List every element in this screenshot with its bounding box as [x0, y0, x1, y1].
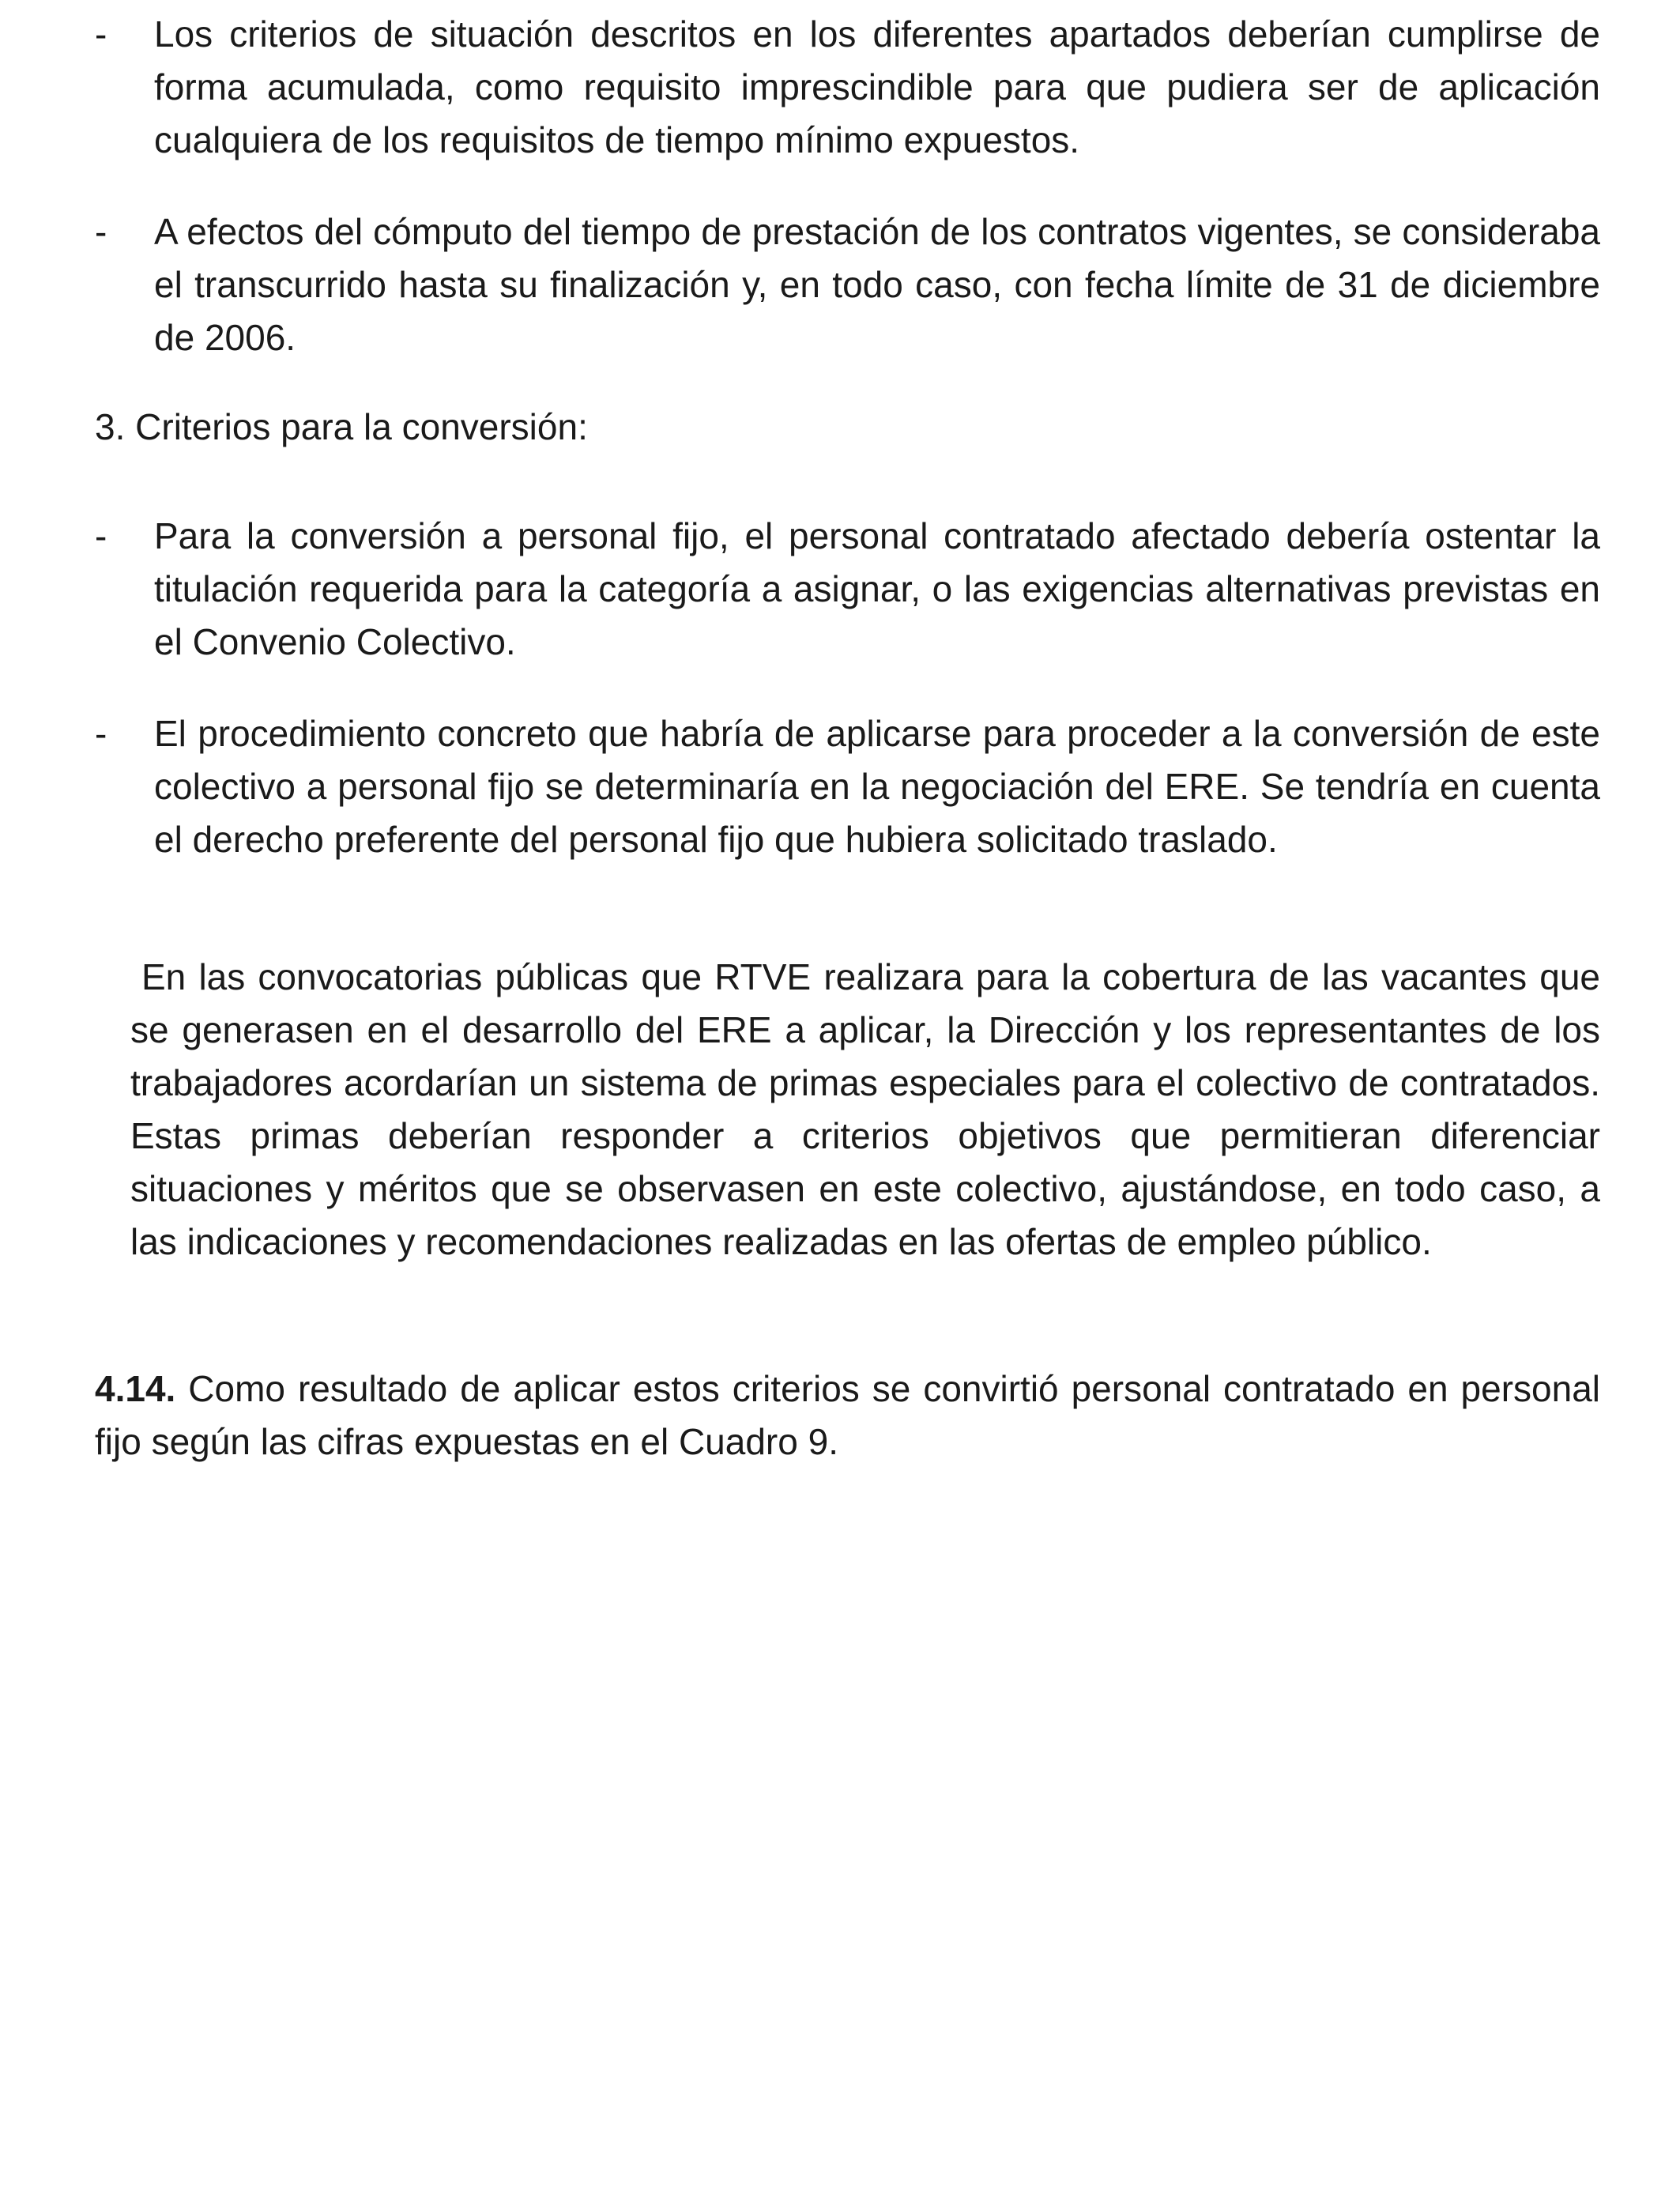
body-paragraph: [130, 951, 1600, 1269]
paragraph-text: En las convocatorias públicas que RTVE realizara para la cobertura de las vacantes que se generasen en el desarrollo del ERE a aplicar, la Dirección y los representantes de los trabajadores acordarían un sistema de primas especiales para el colectivo de contratados. Estas primas deberían responder a criterios objetivos que permitieran diferenciar situaciones y méritos que se observasen en este colectivo, ajustándose, en todo caso, a las indicaciones y recomendaciones realizadas en las ofertas de empleo público.: [130, 956, 1600, 1262]
numbered-paragraph: [95, 1363, 1600, 1468]
bullet-dash: -: [95, 211, 107, 252]
section-title: Criterios para la conversión:: [135, 406, 588, 447]
section-heading: [95, 401, 588, 454]
section-number: 3.: [95, 406, 126, 447]
bullet-dash: -: [95, 515, 107, 556]
bullet-dash: -: [95, 713, 107, 754]
bullet-item: [95, 510, 1600, 669]
bullet-text: Para la conversión a personal fijo, el personal contratado afectado debería ostentar la titulación requerida para la categoría a asignar, o las exigencias alternativas previstas en el Convenio Colectivo.: [154, 515, 1600, 662]
bullet-text: El procedimiento concreto que habría de aplicarse para proceder a la conversión de este colectivo a personal fijo se determinaría en la negociación del ERE. Se tendría en cuenta el derecho preferente del personal fijo que hubiera solicitado traslado.: [154, 713, 1600, 860]
bullet-text: Los criterios de situación descritos en los diferentes apartados deberían cumplirse de forma acumulada, como requisito imprescindible para que pudiera ser de aplicación cualquiera de los requisitos de tiempo mínimo expuestos.: [154, 13, 1600, 160]
bullet-dash: -: [95, 13, 107, 55]
bullet-item: [95, 707, 1600, 866]
paragraph-text: Como resultado de aplicar estos criterios se convirtió personal contratado en personal fijo según las cifras expuestas en el Cuadro 9.: [95, 1368, 1600, 1462]
bullet-item: [95, 205, 1600, 364]
bullet-text: A efectos del cómputo del tiempo de prestación de los contratos vigentes, se consideraba el transcurrido hasta su finalización y, en todo caso, con fecha límite de 31 de diciembre de 2006.: [154, 211, 1600, 358]
bullet-item: [95, 8, 1600, 167]
paragraph-number: 4.14.: [95, 1368, 176, 1409]
